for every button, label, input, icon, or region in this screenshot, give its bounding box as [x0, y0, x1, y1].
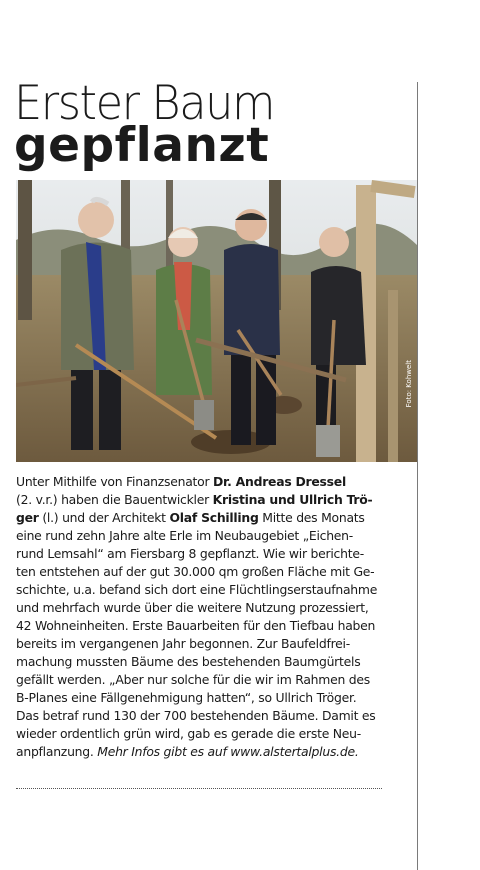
text-line: Das betraf rund 130 der 700 bestehenden Bäume. Damit es — [16, 708, 376, 723]
photo-tree-planting-scene — [16, 180, 417, 462]
text-line: rund Lemsahl“ am Fiersbarg 8 gepflanzt. Wie wir berichte- — [16, 546, 364, 561]
article-body — [16, 473, 388, 761]
text-line — [16, 491, 388, 509]
text-line — [16, 509, 388, 527]
text-line: 42 Wohneinheiten. Erste Bauarbeiten für den Tiefbau haben — [16, 618, 376, 633]
text-fragment: Mitte des Monats — [258, 510, 365, 525]
text-line: ten entstehen auf der gut 30.000 qm großen Fläche mit Ge- — [16, 564, 375, 579]
text-fragment: (l.) und der Architekt — [38, 510, 170, 525]
text-fragment: (2. v.r.) haben die Bauentwickler — [16, 492, 213, 507]
person-name: Olaf Schilling — [169, 510, 259, 525]
text-line: machung mussten Bäume des bestehenden Baumgürtels — [16, 654, 361, 669]
text-line: bereits im vergangenen Jahr begonnen. Zur Baufeldfrei- — [16, 636, 350, 651]
text-line: und mehrfach wurde über die weitere Nutzung prozessiert, — [16, 600, 369, 615]
text-fragment: Unter Mithilfe von Finanzsenator — [16, 474, 214, 489]
text-line: schichte, u.a. befand sich dort eine Flüchtlingserstaufnahme — [16, 582, 378, 597]
text-line: wieder ordentlich grün wird, gab es gerade die erste Neu- — [16, 726, 361, 741]
website-link-text: Mehr Infos gibt es auf www.alstertalplus.de. — [97, 744, 359, 759]
text-fragment: anpflanzung. — [16, 744, 98, 759]
dotted-separator — [16, 788, 382, 789]
photo-credit: Foto: Kohwelt — [405, 360, 413, 408]
text-line: B-Planes eine Fällgenehmigung hatten“, so Ullrich Tröger. — [16, 690, 357, 705]
headline-line-2: gepflanzt — [14, 118, 270, 173]
text-line — [16, 743, 388, 761]
text-line: gefällt werden. „Aber nur solche für die wir im Rahmen des — [16, 672, 370, 687]
person-name: Kristina und Ullrich Trö- — [212, 492, 373, 507]
person-name: ger — [16, 510, 39, 525]
text-line — [16, 473, 388, 491]
text-line: eine rund zehn Jahre alte Erle im Neubaugebiet „Eichen- — [16, 528, 353, 543]
article-photo — [16, 180, 417, 462]
person-name: Dr. Andreas Dressel — [213, 474, 346, 489]
headline-line-1: Erster Baum — [14, 76, 275, 131]
column-divider-line — [417, 82, 418, 870]
